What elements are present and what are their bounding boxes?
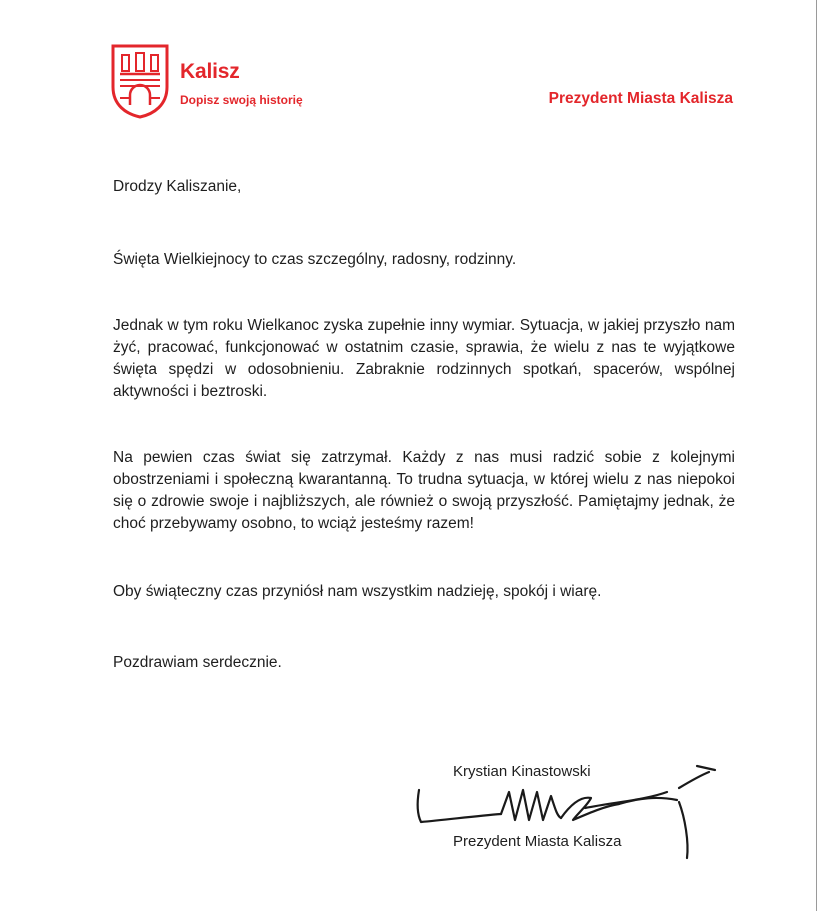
letter-paragraph-1: Święta Wielkiejnocy to czas szczególny, radosny, rodzinny. [113,251,517,268]
brand-tagline: Dopisz swoją historię [180,93,303,107]
letter-paragraph-4: Oby świąteczny czas przyniósł nam wszystkim nadzieję, spokój i wiarę. [113,583,602,600]
letter-closing: Pozdrawiam serdecznie. [113,654,282,671]
letter-paragraph-2: Jednak w tym roku Wielkanoc zyska zupełnie inny wymiar. Sytuacja, w jakiej przyszło nam żyć, pracować, funkcjonować w ostatnim czasie, sprawia, że wielu z nas te wyjątkowe święta spędzi w odosobnieniu. Zabraknie rodzinnych spotkań, spacerów, wspólnej aktywności i beztroski. [113,317,735,400]
brand-name: Kalisz [180,60,240,83]
signatory-name: Krystian Kinastowski [453,763,591,780]
kalisz-tower-crest-icon [110,43,170,119]
scan-edge-line [816,0,817,911]
letter-paragraph-3: Na pewien czas świat się zatrzymał. Każdy z nas musi radzić sobie z kolejnymi obostrzeniami i społeczną kwarantanną. To trudna sytuacja, w której wielu z nas niepokoi się o zdrowie swoje i najbliższych, ale również o swoją przyszłość. Pamiętajmy jednak, że choć przebywamy osobno, to wciąż jesteśmy razem! [113,449,735,532]
letter-greeting: Drodzy Kaliszanie, [113,178,242,195]
header-title: Prezydent Miasta Kalisza [548,90,733,107]
signatory-title: Prezydent Miasta Kalisza [453,833,622,850]
